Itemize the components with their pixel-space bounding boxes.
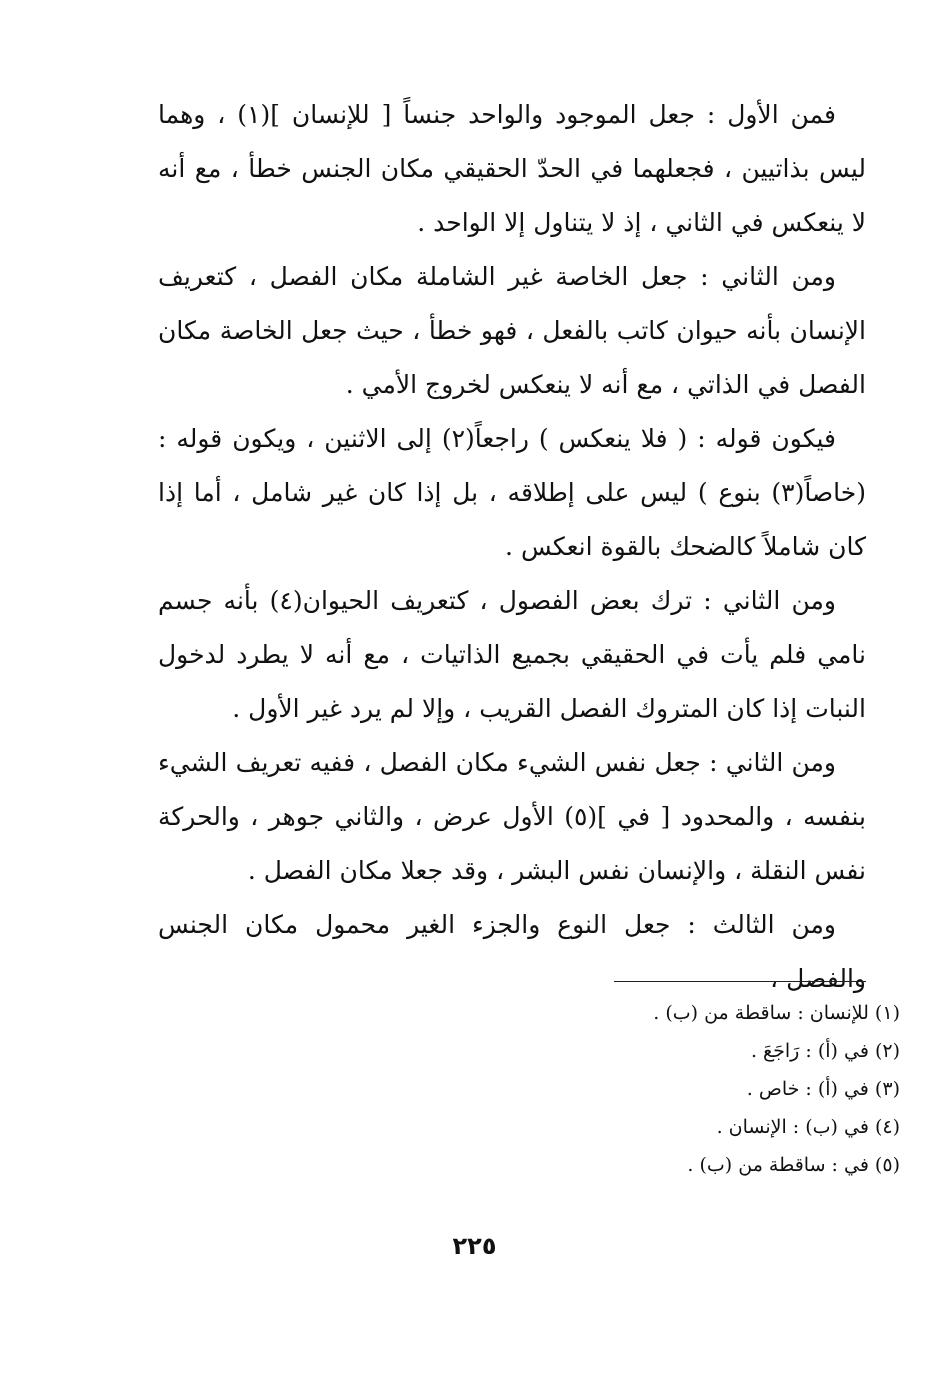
footnote-2: (٢) في (أ) : رَاجَعَ . [750,1040,900,1062]
footnote-5: (٥) في : ساقطة من (ب) . [687,1154,900,1176]
footnotes [380,994,900,1184]
paragraph-3-text: فيكون قوله : ( فلا ينعكس ) راجعاً(٢) إلى الاثنين ، ويكون قوله : (خاصاً(٣) بنوع ) ليس على إطلاقه ، بل إذا كان غير شامل ، أما إذا كان شاملاً كالضحك بالقوة انعكس . [158,424,866,561]
paragraph-6 [158,898,866,1006]
page-number: ٢٢٥ [452,1232,497,1260]
paragraph-4 [158,574,866,736]
footnote-3: (٣) في (أ) : خاص . [746,1078,900,1100]
footnote-4: (٤) في (ب) : الإنسان . [716,1116,900,1138]
paragraph-1-text: فمن الأول : جعل الموجود والواحد جنساً [ للإنسان ](١) ، وهما ليس بذاتيين ، فجعلهما في الحدّ الحقيقي مكان الجنس خطأ ، مع أنه لا ينعكس في الثاني ، إذ لا يتناول إلا الواحد . [158,100,866,237]
paragraph-5-text: ومن الثاني : جعل نفس الشيء مكان الفصل ، ففيه تعريف الشيء بنفسه ، والمحدود [ في ](٥) الأول عرض ، والثاني جوهر ، والحركة نفس النقلة ، والإنسان نفس البشر ، وقد جعلا مكان الفصل . [158,748,866,885]
paragraph-2 [158,250,866,412]
main-text [158,88,866,1006]
paragraph-6-text: ومن الثالث : جعل النوع والجزء الغير محمول مكان الجنس والفصل ، [158,910,866,993]
footnote-1: (١) للإنسان : ساقطة من (ب) . [653,1002,900,1024]
paragraph-2-text: ومن الثاني : جعل الخاصة غير الشاملة مكان الفصل ، كتعريف الإنسان بأنه حيوان كاتب بالفعل ، فهو خطأ ، حيث جعل الخاصة مكان الفصل في الذاتي ، مع أنه لا ينعكس لخروج الأمي . [158,262,866,399]
paragraph-4-text: ومن الثاني : ترك بعض الفصول ، كتعريف الحيوان(٤) بأنه جسم نامي فلم يأت في الحقيقي بجميع الذاتيات ، مع أنه لا يطرد لدخول النبات إذا كان المتروك الفصل القريب ، وإلا لم يرد غير الأول . [158,586,866,723]
paragraph-1 [158,88,866,250]
footnote-separator [614,981,866,982]
paragraph-5 [158,736,866,898]
paragraph-3 [158,412,866,574]
